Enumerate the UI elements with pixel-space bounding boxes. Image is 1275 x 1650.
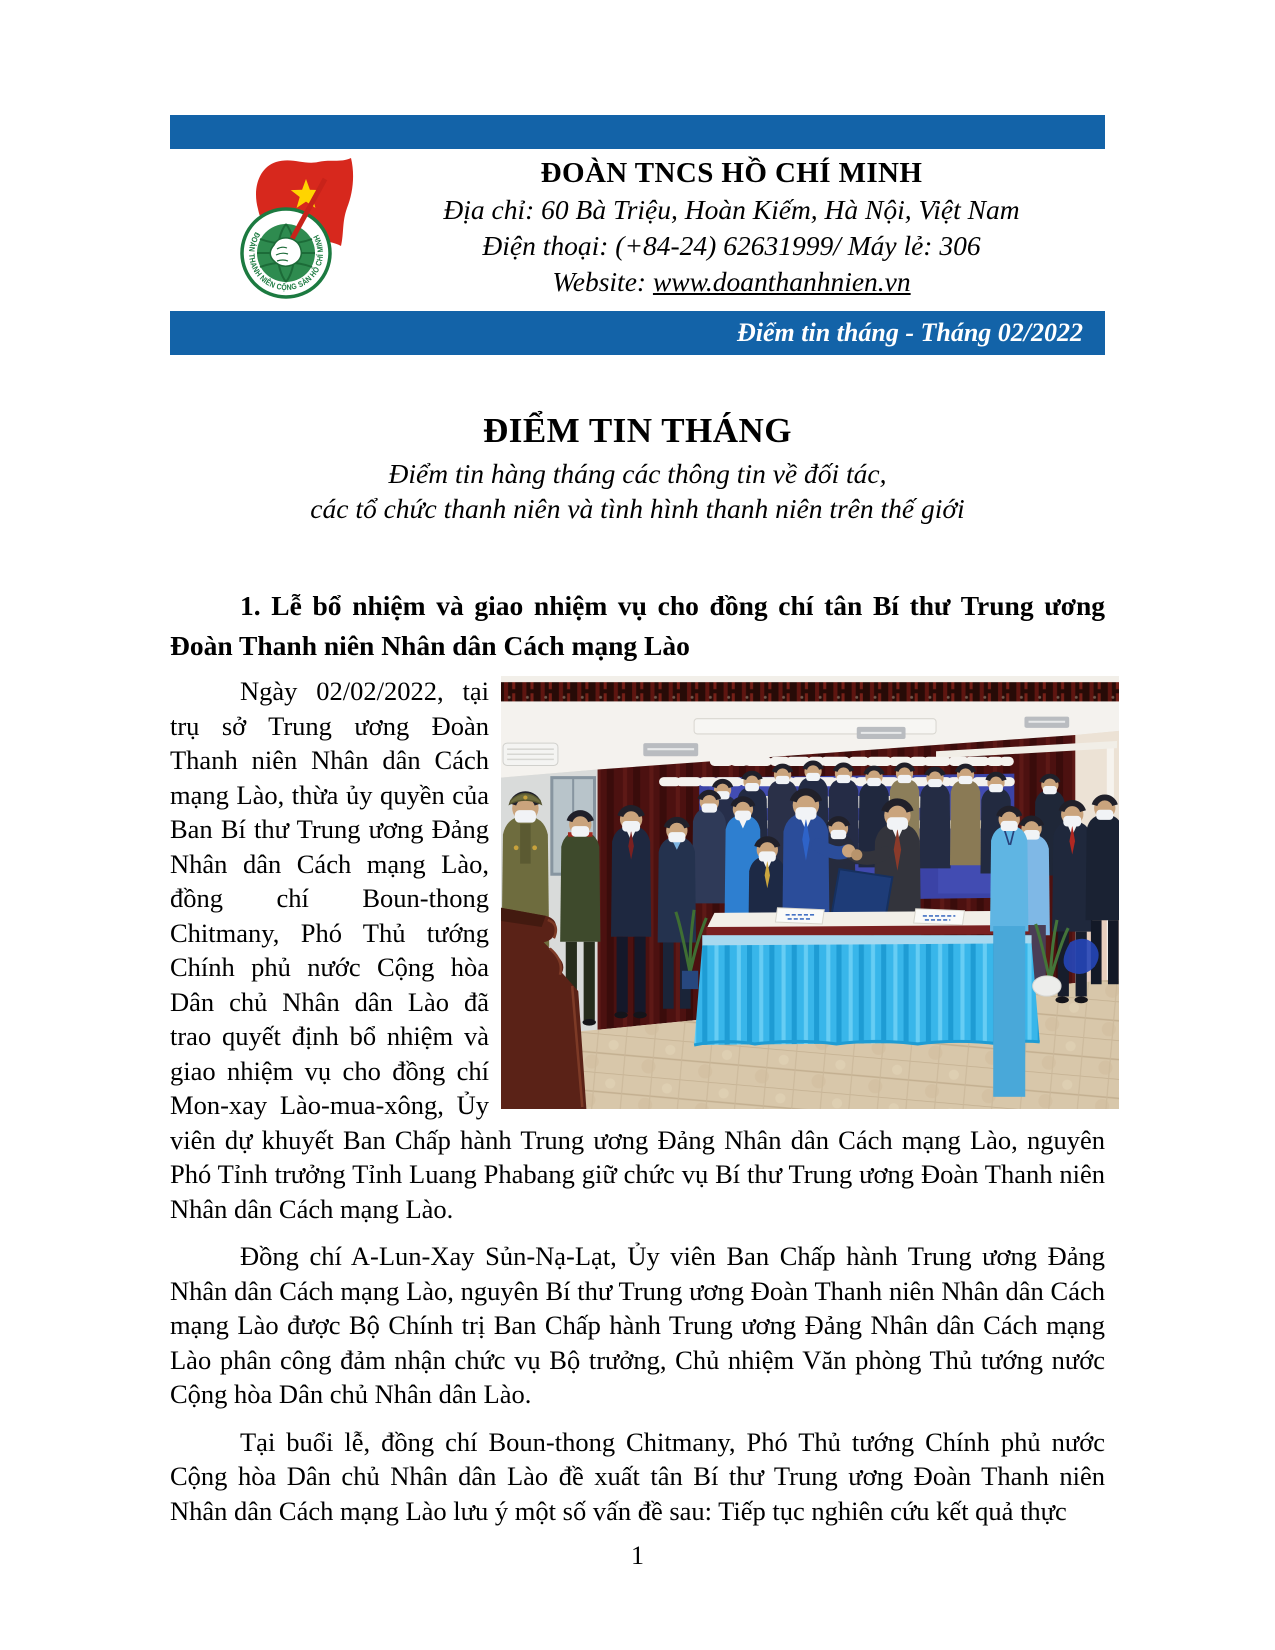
fist-icon: [270, 238, 301, 266]
youth-union-logo-icon: [228, 153, 358, 303]
org-phone: Điện thoại: (+84-24) 62631999/ Máy lẻ: 306: [482, 230, 981, 261]
plastic-bag: [1033, 976, 1061, 996]
name-card-left: [775, 908, 824, 924]
org-name: ĐOÀN TNCS HỒ CHÍ MINH: [540, 157, 923, 189]
paragraph-1: Ngày 02/02/2022, tại trụ sở Trung ương Đoàn Thanh niên Nhân dân Cách mạng Lào, thừa ủy quyền của Ban Bí thư Trung ương Đảng Nhân dân Cách mạng Lào, đồng chí Boun-thong Chitmany, Phó Thủ tướng Chính phủ nước Cộng hòa Dân chủ Nhân dân Lào đã trao quyết định bổ nhiệm và giao nhiệm vụ cho đồng chí Mon-xay Lào-mua-xông, Ủy viên dự khuyết Ban Chấp hành Trung ương Đảng Nhân dân Cách mạng Lào, nguyên Phó Tỉnh trưởng Tỉnh Luang Phabang giữ chức vụ Bí thư Trung ương Đoàn Thanh niên Nhân dân Cách mạng Lào.: [170, 676, 1105, 1224]
page-title: ĐIỂM TIN THÁNG: [482, 411, 793, 450]
subtitle-line-1: Điểm tin hàng tháng các thông tin về đối tác,: [388, 458, 887, 489]
letterhead: [170, 153, 1105, 305]
paragraph-3: Tại buổi lễ, đồng chí Boun-thong Chitmany, Phó Thủ tướng Chính phủ nước Cộng hòa Dân chủ Nhân dân Lào đề xuất tân Bí thư Trung ương Đoàn Thanh niên Nhân dân Cách mạng Lào lưu ý một số vấn đề sau: Tiếp tục nghiên cứu kết quả thực: [170, 1426, 1105, 1526]
curtain-valance: [501, 682, 1119, 701]
website-link[interactable]: www.doanthanhnien.vn: [652, 266, 911, 297]
ceremony-photo-image: [501, 676, 1119, 1109]
org-address: Địa chỉ: 60 Bà Triệu, Hoàn Kiếm, Hà Nội, Việt Nam: [443, 194, 1020, 225]
issue-bar: Điểm tin tháng - Tháng 02/2022: [170, 311, 1105, 355]
name-card-right: [914, 909, 965, 925]
ceremony-photo: [501, 676, 1119, 1109]
attendee-lightblue: [990, 809, 1028, 1097]
youth-union-logo: [228, 153, 358, 305]
subtitle-line-2: các tổ chức thanh niên và tình hình thanh niên trên thế giới: [310, 493, 965, 524]
article-body: [170, 674, 1105, 1528]
website-label: Website:: [552, 266, 653, 297]
page-subtitle: [170, 456, 1105, 526]
page-number: 1: [631, 1541, 644, 1570]
header-top-bar: [170, 115, 1105, 149]
signing-table: [694, 908, 1040, 1045]
logo-ring-text: ĐOÀN THANH NIÊN CỘNG SẢN HỒ CHÍ MINH: [246, 230, 326, 293]
paragraph-2: Đồng chí A-Lun-Xay Sủn-Nạ-Lạt, Ủy viên Ban Chấp hành Trung ương Đảng Nhân dân Cách mạng Lào, nguyên Bí thư Trung ương Đoàn Thanh niên Nhân dân Cách mạng Lào được Bộ Chính trị Ban Chấp hành Trung ương Đảng Nhân dân Cách mạng Lào phân công đảm nhận chức vụ Bộ trưởng, Chủ nhiệm Văn phòng Thủ tướng nước Cộng hòa Dân chủ Nhân dân Lào.: [170, 1241, 1105, 1409]
org-website-line: [358, 264, 1105, 300]
section-heading: 1. Lễ bổ nhiệm và giao nhiệm vụ cho đồng chí tân Bí thư Trung ương Đoàn Thanh niên Nhân dân Cách mạng Lào: [170, 590, 1105, 661]
letterhead-text: [358, 153, 1105, 305]
